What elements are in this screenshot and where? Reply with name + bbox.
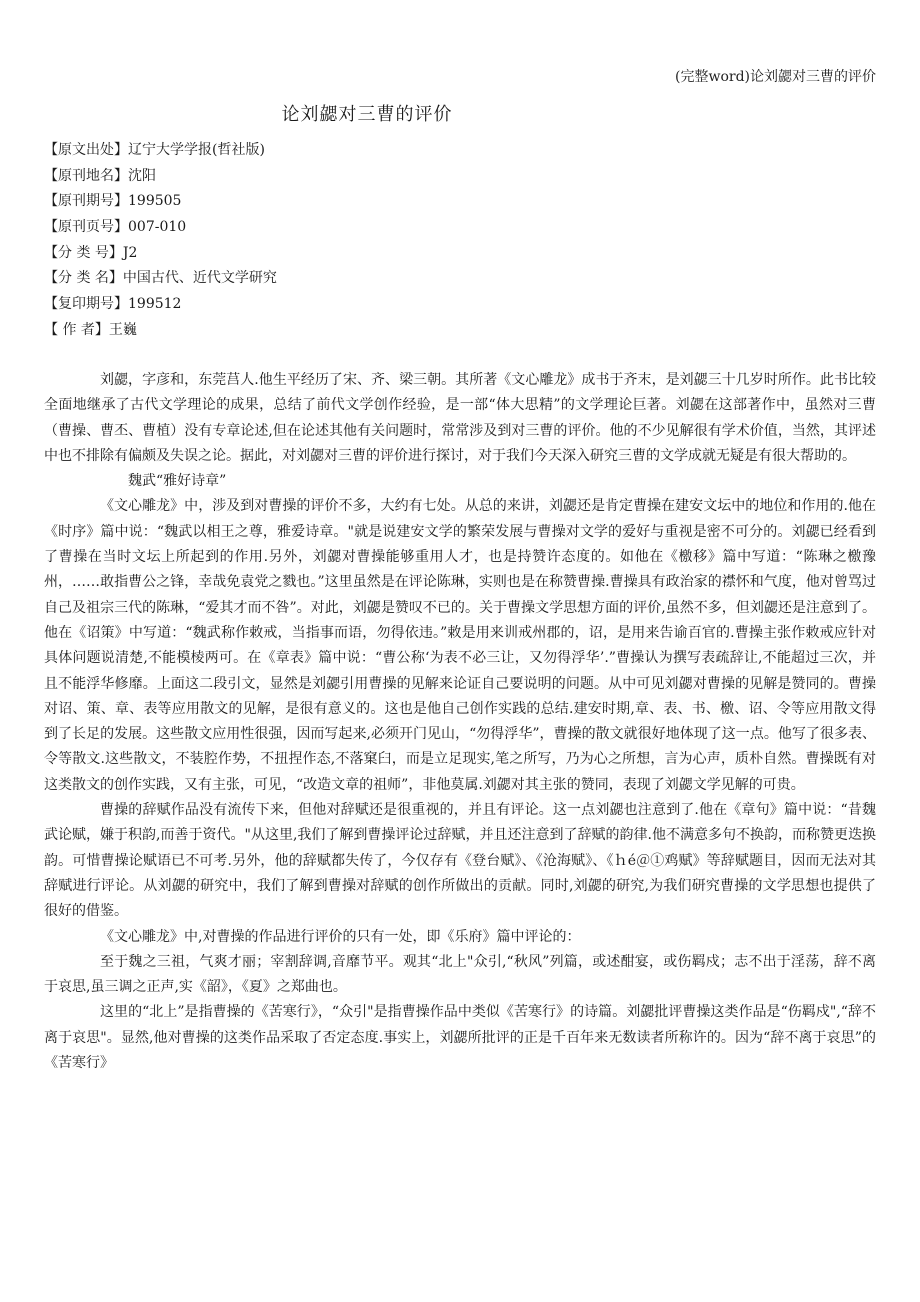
paragraph: 《文心雕龙》中,对曹操的作品进行评价的只有一处，即《乐府》篇中评论的： [100,928,581,945]
meta-row-reprint-issue [44,292,277,318]
meta-value: 199505 [128,193,182,210]
meta-row-source [44,138,277,164]
meta-row-pages [44,215,277,241]
paragraph: 曹操的辞赋作品没有流传下来，但他对辞赋还是很重视的，并且有评论。这一点刘勰也注意到了.他在《章句》篇中说：“昔魏武论赋，嫌于积韵,而善于资代。"从这里,我们了解到曹操评论过辞赋，并且还注意到了辞赋的韵律.他不满意多句不换韵，而称赞更迭换韵。可惜曹操论赋语已不可考.另外，他的辞赋都失传了，今仅存有《登台赋》、《沧海赋》、《ｈé＠①鸡赋》等辞赋题目，因而无法对其辞赋进行评论。从刘勰的研究中，我们了解到曹操对辞赋的创作所做出的贡献。同时,刘勰的研究,为我们研究曹操的文学思想也提供了很好的借鉴。 [44,802,876,920]
meta-label: 【 作 者】 [44,321,109,338]
meta-label: 【分 类 名】 [44,270,123,287]
paragraph-intro: 刘勰，字彦和，东莞莒人.他生平经历了宋、齐、梁三朝。其所著《文心雕龙》成书于齐末，是刘勰三十几岁时所作。此书比较全面地继承了古代文学理论的成果，总结了前代文学创作经验，是一部“体大思精”的文学理论巨著。刘勰在这部著作中，虽然对三曹（曹操、曹丕、曹植）没有专章论述,但在论述其他有关问题时，常常涉及到对三曹的评价。他的不少见解很有学术价值，当然，其评述中也不排除有偏颇及失误之论。据此，对刘勰对三曹的评价进行探讨，对于我们今天深入研究三曹的文学成就无疑是有很大帮助的。 [44,372,876,464]
meta-value: 辽宁大学学报(哲社版) [128,142,265,158]
metadata-block [44,138,277,344]
paragraph: 这里的“北上”是指曹操的《苦寒行》，“众引"是指曹操作品中类似《苦寒行》的诗篇。刘勰批评曹操这类作品是“伤羁戍",“辞不离于哀思"。显然,他对曹操的这类作品采取了否定态度.事实上，刘勰所批评的正是千百年来无数读者所称许的。因为“辞不离于哀思”的《苦寒行》 [44,1004,876,1072]
meta-row-author [44,318,277,344]
meta-value: 199512 [128,296,182,313]
meta-value: 中国古代、近代文学研究 [122,270,277,287]
meta-label: 【原刊页号】 [44,219,128,236]
meta-label: 【分 类 号】 [44,244,123,261]
meta-value: 007-010 [128,219,187,236]
running-header: (完整word)论刘勰对三曹的评价 [675,69,876,85]
meta-label: 【原文出处】 [44,142,128,158]
meta-row-class-code [44,241,277,267]
meta-row-class-name [44,266,277,292]
meta-label: 【复印期号】 [44,296,128,313]
meta-label: 【原刊期号】 [44,193,128,210]
paragraph: 《文心雕龙》中，涉及到对曹操的评价不多，大约有七处。从总的来讲，刘勰还是肯定曹操在建安文坛中的地位和作用的.他在《时序》篇中说：“魏武以相王之尊，雅爱诗章。"就是说建安文学的繁荣发展与曹操对文学的爱好与重视是密不可分的。刘勰已经看到了曹操在当时文坛上所起到的作用.另外，刘勰对曹操能够重用人才，也是持赞许态度的。如他在《檄移》篇中写道：“陈琳之檄豫州，……敢指曹公之锋，幸哉免袁党之戮也。”这里虽然是在评论陈琳，实则也是在称赞曹操.曹操具有政治家的襟怀和气度，他对曾骂过自己及祖宗三代的陈琳，“爱其才而不咎”。对此，刘勰是赞叹不已的。关于曹操文学思想方面的评价,虽然不多，但刘勰还是注意到了。他在《诏策》中写道：“魏武称作敕戒，当指事而语，勿得依违。”敕是用来训戒州郡的，诏，是用来告谕百官的.曹操主张作敕戒应针对具体问题说清楚,不能模棱两可。在《章表》篇中说：“曹公称‘为表不必三让，又勿得浮华’.”曹操认为撰写表疏辞让,不能超过三次，并且不能浮华修靡。上面这二段引文，显然是刘勰引用曹操的见解来论证自己要说明的问题。从中可见刘勰对曹操的见解是赞同的。曹操对诏、策、章、表等应用散文的见解，是很有意义的。这也是他自己创作实践的总结.建安时期,章、表、书、檄、诏、令等应用散文得到了长足的发展。这些散文应用性很强，因而写起来,必须开门见山，“勿得浮华”，曹操的散文就很好地体现了这一点。他写了很多表、令等散文.这些散文，不装腔作势，不扭捏作态,不落窠臼，而是立足现实,笔之所写，乃为心之所想，言为心声，质朴自然。曹操既有对这类散文的创作实践，又有主张，可见，“改造文章的祖师”，非他莫属.刘勰对其主张的赞同，表现了刘勰文学见解的可贵。 [44,498,876,793]
section-heading: 魏武“雅好诗章” [128,473,227,490]
meta-label: 【原刊地名】 [44,167,128,184]
meta-row-issue [44,189,277,215]
meta-value: 沈阳 [128,167,156,184]
meta-value: J2 [122,244,138,261]
meta-value: 王巍 [108,321,137,338]
document-title: 论刘勰对三曹的评价 [281,104,453,125]
meta-row-place [44,164,277,190]
block-quote: 至于魏之三祖，气爽才丽；宰割辞调,音靡节平。观其“北上"众引,“秋风”列篇，或述酣宴，或伤羁戍；志不出于淫荡，辞不离于哀思,虽三调之正声,实《韶》，《夏》之郑曲也。 [44,953,876,996]
article-body [44,368,876,1076]
